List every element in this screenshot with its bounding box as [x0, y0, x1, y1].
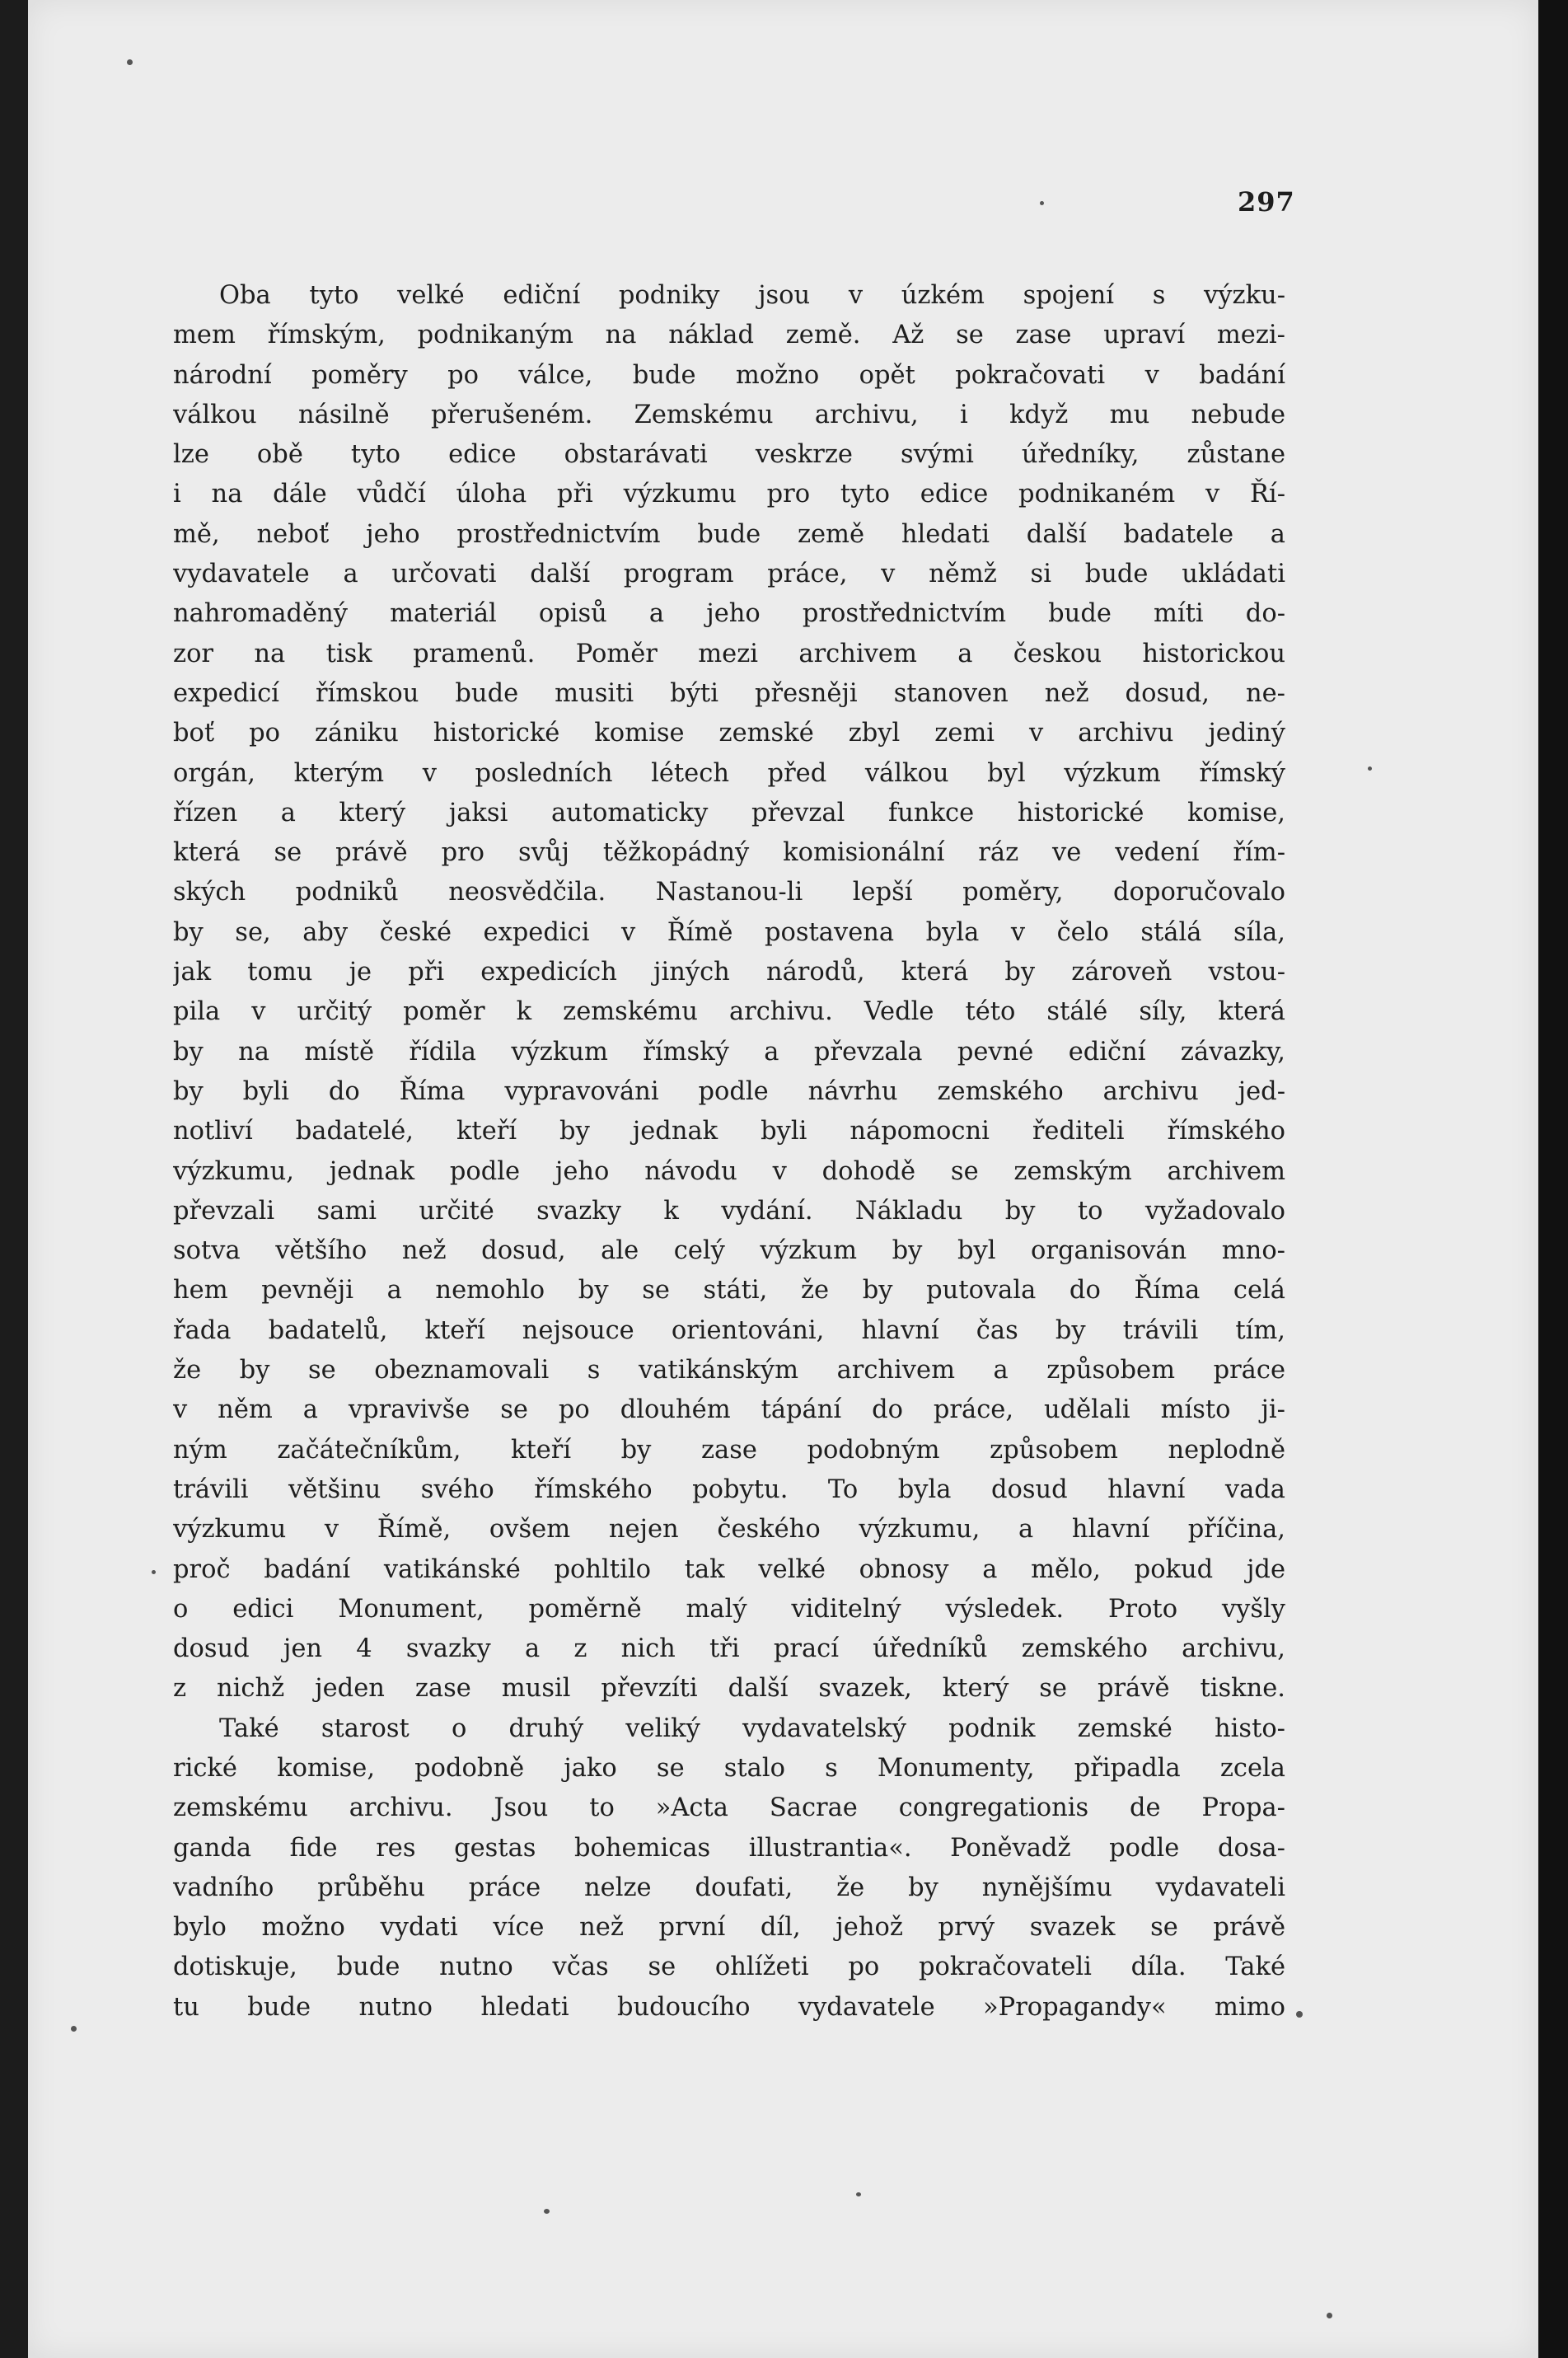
scan-speck	[71, 2026, 77, 2032]
text-line: která se právě pro svůj těžkopádný komisionální ráz ve vedení řím-	[173, 838, 1285, 868]
text-line: řada badatelů, kteří nejsouce orientováni, hlavní čas by trávili tím,	[173, 1315, 1285, 1345]
text-line: vydavatele a určovati další program práce, v němž si bude ukládati	[173, 560, 1285, 589]
text-line: dosud jen 4 svazky a z nich tři prací úředníků zemského archivu,	[173, 1634, 1285, 1664]
text-line: hem pevněji a nemohlo by se státi, že by putovala do Říma celá	[173, 1276, 1285, 1306]
body-text	[173, 276, 1285, 2028]
text-line: i na dále vůdčí úloha při výzkumu pro tyto edice podnikaném v Ří-	[173, 480, 1285, 509]
text-line: mě, neboť jeho prostřednictvím bude země hledati další badatele a	[173, 519, 1285, 549]
scan-speck	[1327, 2313, 1332, 2318]
scan-speck	[856, 2192, 861, 2196]
text-line: jak tomu je při expedicích jiných národů, která by zároveň vstou-	[173, 958, 1285, 987]
scan-speck	[1296, 2011, 1303, 2018]
text-line: orgán, kterým v posledních létech před válkou byl výzkum římský	[173, 758, 1285, 788]
scan-speck	[127, 59, 133, 65]
scan-speck	[1368, 766, 1372, 771]
text-line: lze obě tyto edice obstarávati veskrze svými úředníky, zůstane	[173, 440, 1285, 470]
page-number: 297	[1238, 186, 1295, 218]
text-line: dotiskuje, bude nutno včas se ohlížeti po pokračovateli díla. Také	[173, 1952, 1285, 1982]
text-line: Oba tyto velké ediční podniky jsou v úzkém spojení s výzku-	[219, 281, 1285, 310]
text-line: výzkumu v Římě, ovšem nejen českého výzkumu, a hlavní příčina,	[173, 1515, 1285, 1545]
text-line: řízen a který jaksi automaticky převzal funkce historické komise,	[173, 798, 1285, 827]
text-line: zemskému archivu. Jsou to »Acta Sacrae congregationis de Propa-	[173, 1793, 1285, 1823]
text-line: převzali sami určité svazky k vydání. Nákladu by to vyžadovalo	[173, 1196, 1285, 1226]
text-line: rické komise, podobně jako se stalo s Monumenty, připadla zcela	[173, 1753, 1285, 1783]
scan-speck	[152, 1570, 156, 1574]
text-line: vadního průběhu práce nelze doufati, že by nynějšímu vydavateli	[173, 1873, 1285, 1902]
text-line: notliví badatelé, kteří by jednak byli nápomocni řediteli římského	[173, 1117, 1285, 1146]
text-line: z nichž jeden zase musil převzíti další svazek, který se právě tiskne.	[173, 1674, 1285, 1704]
text-line: nahromaděný materiál opisů a jeho prostřednictvím bude míti do-	[173, 599, 1285, 629]
text-line: boť po zániku historické komise zemské zbyl zemi v archivu jediný	[173, 719, 1285, 748]
text-line: v něm a vpravivše se po dlouhém tápání do práce, udělali místo ji-	[173, 1395, 1285, 1425]
scan-speck	[544, 2209, 550, 2214]
scan-edge	[1538, 0, 1568, 2358]
text-line: ganda fide res gestas bohemicas illustrantia«. Poněvadž podle dosa-	[173, 1833, 1285, 1863]
text-line: pila v určitý poměr k zemskému archivu. Vedle této stálé síly, která	[173, 997, 1285, 1027]
text-line: sotva většího než dosud, ale celý výzkum by byl organisován mno-	[173, 1236, 1285, 1266]
scan-speck	[1040, 201, 1044, 205]
text-line: zor na tisk pramenů. Poměr mezi archivem a českou historickou	[173, 639, 1285, 668]
text-line: by na místě řídila výzkum římský a převzala pevné ediční závazky,	[173, 1037, 1285, 1066]
text-line: Také starost o druhý veliký vydavatelský podnik zemské histo-	[219, 1713, 1285, 1743]
text-line: expedicí římskou bude musiti býti přesněji stanoven než dosud, ne-	[173, 678, 1285, 708]
text-line: výzkumu, jednak podle jeho návodu v dohodě se zemským archivem	[173, 1156, 1285, 1186]
text-line: o edici Monument, poměrně malý viditelný výsledek. Proto vyšly	[173, 1594, 1285, 1624]
text-line: bylo možno vydati více než první díl, jehož prvý svazek se právě	[173, 1913, 1285, 1943]
text-line: národní poměry po válce, bude možno opět pokračovati v badání	[173, 360, 1285, 390]
text-line: trávili většinu svého římského pobytu. To byla dosud hlavní vada	[173, 1474, 1285, 1504]
text-line: ným začátečníkům, kteří by zase podobným způsobem neplodně	[173, 1435, 1285, 1465]
text-line: mem římským, podnikaným na náklad země. Až se zase upraví mezi-	[173, 321, 1285, 350]
text-line: tu bude nutno hledati budoucího vydavatele »Propagandy« mimo	[173, 1992, 1285, 2022]
text-line: by byli do Říma vypravováni podle návrhu zemského archivu jed-	[173, 1076, 1285, 1106]
text-line: ských podniků neosvědčila. Nastanou-li lepší poměry, doporučovalo	[173, 878, 1285, 907]
text-line: proč badání vatikánské pohltilo tak velké obnosy a mělo, pokud jde	[173, 1554, 1285, 1584]
text-line: že by se obeznamovali s vatikánským archivem a způsobem práce	[173, 1356, 1285, 1385]
text-line: válkou násilně přerušeném. Zemskému archivu, i když mu nebude	[173, 400, 1285, 429]
text-line: by se, aby české expedici v Římě postavena byla v čelo stálá síla,	[173, 917, 1285, 947]
